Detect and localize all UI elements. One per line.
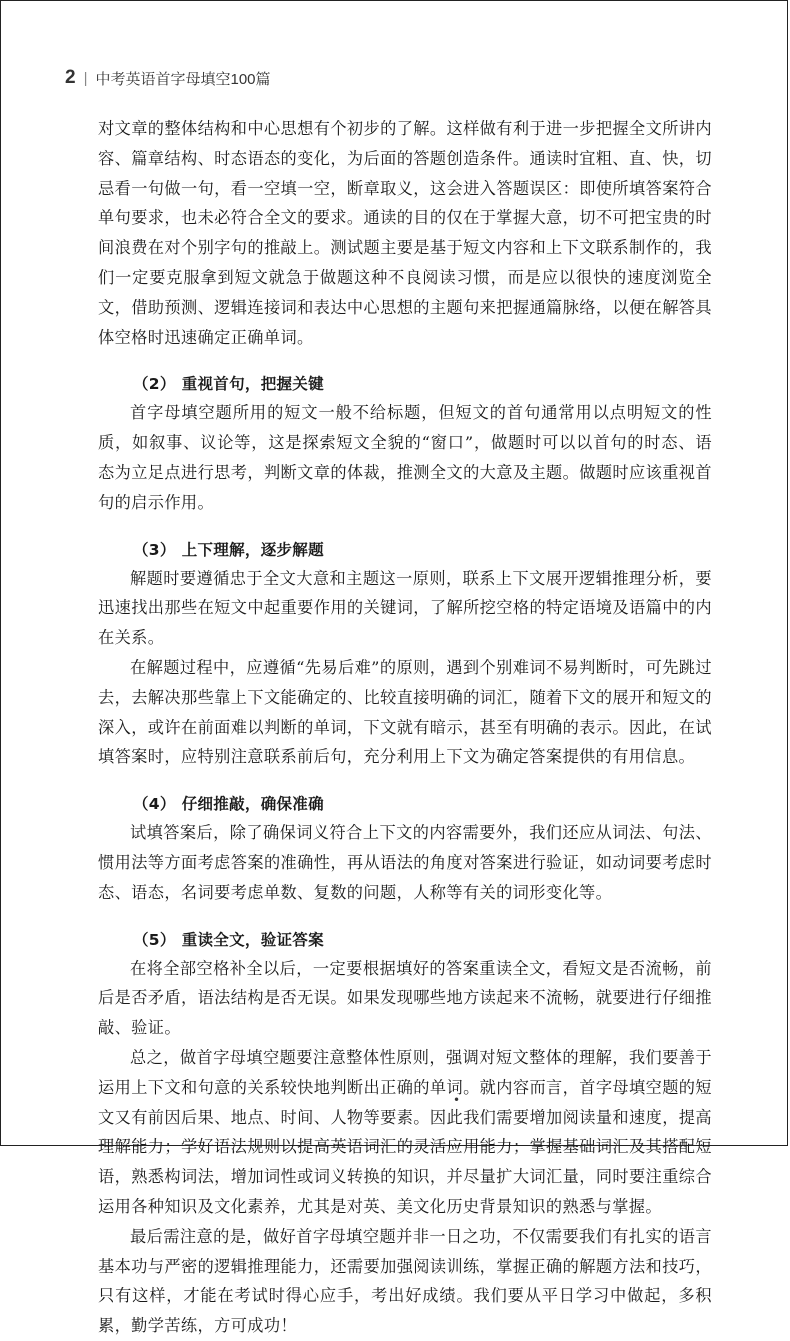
page-number: 2 xyxy=(65,67,76,88)
body-text xyxy=(98,114,712,1341)
section-number: （2） xyxy=(133,375,176,394)
section-number: （3） xyxy=(133,540,176,559)
section-number: （5） xyxy=(133,930,176,949)
section-heading xyxy=(98,790,712,818)
paragraph: 最后需注意的是，做好首字母填空题并非一日之功，不仅需要我们有扎实的语言基本功与严密的逻辑推理能力，还需要加强阅读训练，掌握正确的解题方法和技巧，只有这样，才能在考试时得心应手，考出好成绩。我们要从平日学习中做起，多积累，勤学苦练，方可成功！ xyxy=(98,1226,712,1336)
paragraph: 在将全部空格补全以后，一定要根据填好的答案重读全文，看短文是否流畅，前后是否矛盾，语法结构是否无误。如果发现哪些地方读起来不流畅，就要进行仔细推敲、验证。 xyxy=(98,958,712,1038)
paragraph: 首字母填空题所用的短文一般不给标题，但短文的首句通常用以点明短文的性质，如叙事、议论等，这是探索短文全貌的“窗口”，做题时可以以首句的时态、语态为立足点进行思考，判断文章的体裁，推测全文的大意及主题。做题时应该重视首句的启示作用。 xyxy=(98,403,712,512)
paragraph: 试填答案后，除了确保词义符合上下文的内容需要外，我们还应从词法、句法、惯用法等方面考虑答案的准确性，再从语法的角度对答案进行验证，如动词要考虑时态、语态，名词要考虑单数、复数的问题，人称等有关的词形变化等。 xyxy=(98,823,712,902)
paragraph: 在解题过程中，应遵循“先易后难”的原则，遇到个别难词不易判断时，可先跳过去，去解决那些靠上下文能确定的、比较直接明确的词汇，随着下文的展开和短文的深入，或许在前面难以判断的单词，下文就有暗示，甚至有明确的表示。因此，在试填答案时，应特别注意联系前后句，充分利用上下文为确定答案提供的有用信息。 xyxy=(98,657,712,767)
header-separator: | xyxy=(83,69,88,87)
paragraph: 总之，做首字母填空题要注意整体性原则，强调对短文整体的理解，我们要善于运用上下文和句意的关系较快地判断出正确的单词。就内容而言，首字母填空题的短文又有前因后果、地点、时间、人物等要素。因此我们需要增加阅读量和速度，提高理解能力；学好语法规则以提高英语词汇的灵活应用能力；掌握基础词汇及其搭配短语，熟悉构词法，增加词性或词义转换的知识，并尽量扩大词汇量，同时要注重综合运用各种知识及文化素养，尤其是对英、美文化历史背景知识的熟悉与掌握。 xyxy=(98,1047,712,1216)
section-title: 上下理解，逐步解题 xyxy=(181,540,324,559)
section-heading xyxy=(98,536,712,564)
paragraph: 对文章的整体结构和中心思想有个初步的了解。这样做有利于进一步把握全文所讲内容、篇章结构、时态语态的变化，为后面的答题创造条件。通读时宜粗、直、快，切忌看一句做一句，看一空填一空，断章取义，这会进入答题误区：即使所填答案符合单句要求，也未必符合全文的要求。通读的目的仅在于掌握大意，切不可把宝贵的时间浪费在对个别字句的推敲上。测试题主要是基于短文内容和上下文联系制作的，我们一定要克服拿到短文就急于做题这种不良阅读习惯，而是应以很快的速度浏览全文，借助预测、逻辑连接词和表达中心思想的主题句来把握通篇脉络，以便在解答具体空格时迅速确定正确单词。 xyxy=(98,119,712,347)
running-header xyxy=(65,67,271,89)
section-heading xyxy=(98,926,712,954)
paragraph: 解题时要遵循忠于全文大意和主题这一原则，联系上下文展开逻辑推理分析，要迅速找出那些在短文中起重要作用的关键词，了解所挖空格的特定语境及语篇中的内在关系。 xyxy=(98,568,712,648)
section-number: （4） xyxy=(133,795,176,814)
section-title: 仔细推敲，确保准确 xyxy=(181,795,324,814)
section-title: 重读全文，验证答案 xyxy=(181,930,324,949)
ink-dot: • xyxy=(453,1093,461,1107)
section-title: 重视首句，把握关键 xyxy=(181,375,324,394)
book-title: 中考英语首字母填空100篇 xyxy=(95,70,271,88)
section-heading xyxy=(98,370,712,398)
